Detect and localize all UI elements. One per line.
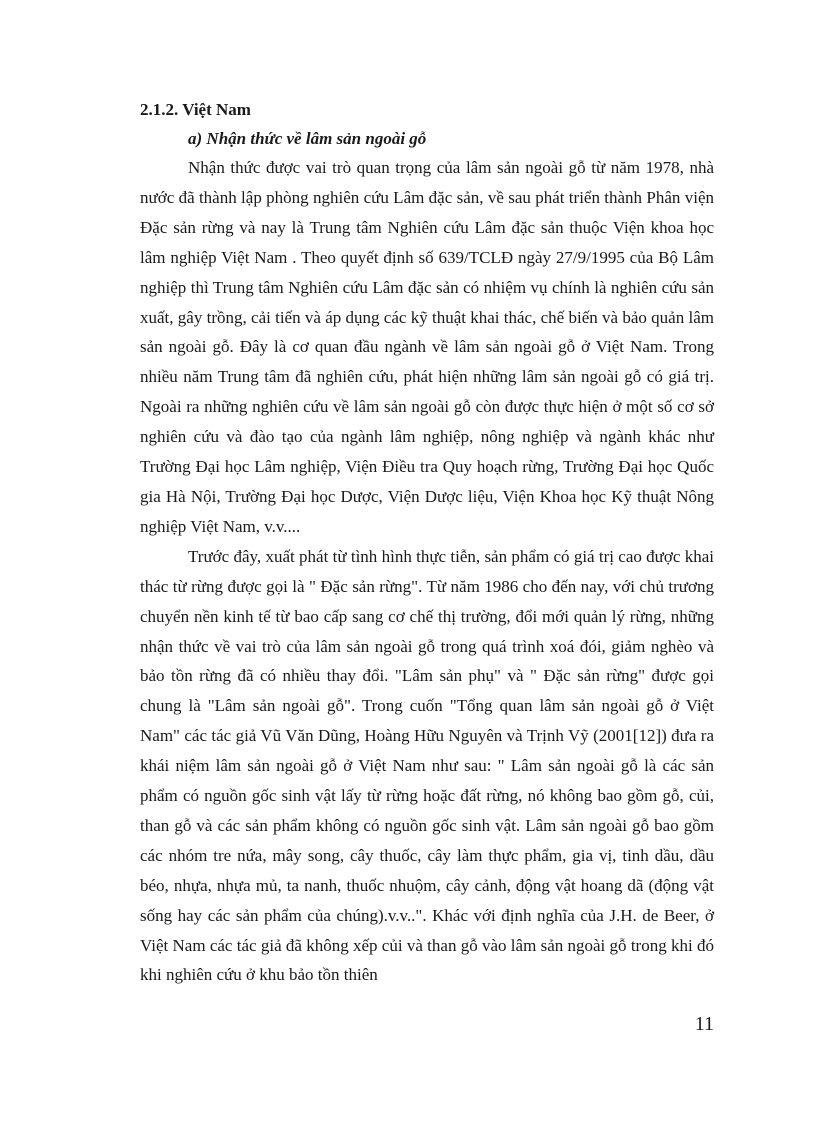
- sub-heading: a) Nhận thức về lâm sản ngoài gỗ: [188, 129, 427, 148]
- paragraph-2: Trước đây, xuất phát từ tình hình thực tiễn, sản phẩm có giá trị cao được khai thác từ rừng được gọi là " Đặc sản rừng". Từ năm 1986 cho đến nay, với chủ trương chuyển nền kinh tế từ bao cấp sang cơ chế thị trường, đổi mới quản lý rừng, những nhận thức về vai trò của lâm sản ngoài gỗ trong quá trình xoá đói, giảm nghèo và bảo tồn rừng đã có nhiều thay đổi. "Lâm sản phụ" và " Đặc sản rừng" được gọi chung là "Lâm sản ngoài gỗ". Trong cuốn "Tổng quan lâm sản ngoài gỗ ở Việt Nam" các tác giả Vũ Văn Dũng, Hoàng Hữu Nguyên và Trịnh Vỹ (2001[12]) đưa ra khái niệm lâm sản ngoài gỗ ở Việt Nam như sau: " Lâm sản ngoài gỗ là các sản phẩm có nguồn gốc sinh vật lấy từ rừng hoặc đất rừng, nó không bao gồm gỗ, củi, than gỗ và các sản phẩm không có nguồn gốc sinh vật. Lâm sản ngoài gỗ bao gồm các nhóm tre nứa, mây song, cây thuốc, cây làm thực phẩm, gia vị, tinh dầu, dầu béo, nhựa, nhựa mủ, ta nanh, thuốc nhuộm, cây cảnh, động vật hoang dã (động vật sống hay các sản phẩm của chúng).v.v..". Khác với định nghĩa của J.H. de Beer, ở Việt Nam các tác giả đã không xếp củi và than gỗ vào lâm sản ngoài gỗ trong khi đó khi nghiên cứu ở khu bảo tồn thiên: [140, 546, 714, 985]
- section-heading: 2.1.2. Việt Nam: [140, 100, 251, 119]
- paragraph-1: Nhận thức được vai trò quan trọng của lâm sản ngoài gỗ từ năm 1978, nhà nước đã thành lập phòng nghiên cứu Lâm đặc sản, về sau phát triển thành Phân viện Đặc sản rừng và nay là Trung tâm Nghiên cứu Lâm đặc sản thuộc Viện khoa học lâm nghiệp Việt Nam . Theo quyết định số 639/TCLĐ ngày 27/9/1995 của Bộ Lâm nghiệp thì Trung tâm Nghiên cứu Lâm đặc sản có nhiệm vụ chính là nghiên cứu sản xuất, gây trồng, cải tiến và áp dụng các kỹ thuật khai thác, chế biến và bảo quản lâm sản ngoài gỗ. Đây là cơ quan đầu ngành về lâm sản ngoài gỗ ở Việt Nam. Trong nhiều năm Trung tâm đã nghiên cứu, phát hiện những lâm sản ngoài gỗ có giá trị. Ngoài ra những nghiên cứu về lâm sản ngoài gỗ còn được thực hiện ở một số cơ sở nghiên cứu và đào tạo của ngành lâm nghiệp, nông nghiệp và ngành khác như Trường Đại học Lâm nghiệp, Viện Điều tra Quy hoạch rừng, Trường Đại học Quốc gia Hà Nội, Trường Đại học Dược, Viện Dược liệu, Viện Khoa học Kỹ thuật Nông nghiệp Việt Nam, v.v....: [140, 158, 714, 536]
- page-content: [140, 95, 714, 990]
- page-number: 11: [694, 1013, 714, 1035]
